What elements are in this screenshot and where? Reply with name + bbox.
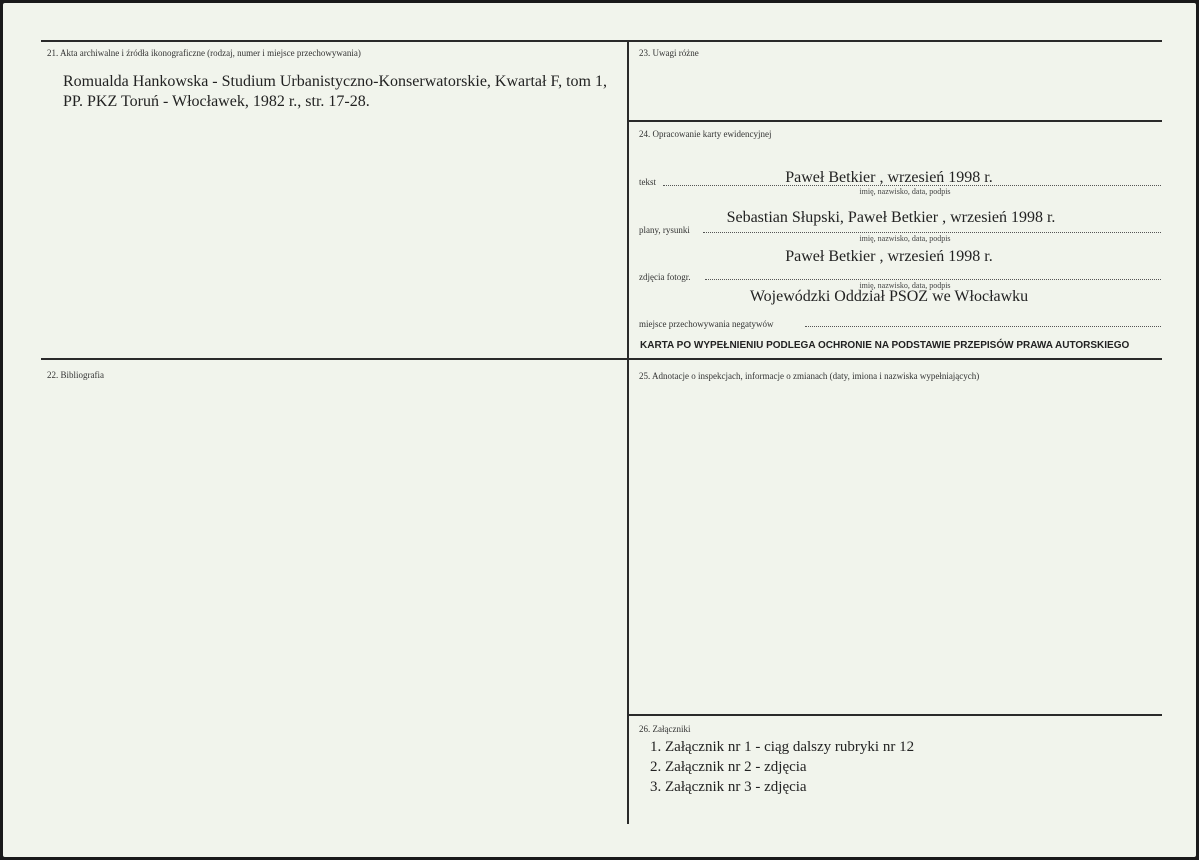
- section-23-label: 23. Uwagi różne: [639, 48, 699, 58]
- plany-label: plany, rysunki: [639, 225, 690, 235]
- tekst-caption: imię, nazwisko, data, podpis: [859, 187, 951, 196]
- plany-caption: imię, nazwisko, data, podpis: [859, 234, 951, 243]
- section-26-label: 26. Załączniki: [639, 724, 691, 734]
- top-rule: [41, 40, 1162, 42]
- zdjecia-caption: imię, nazwisko, data, podpis: [859, 281, 951, 290]
- attachment-2: 2. Załącznik nr 2 - zdjęcia: [650, 759, 807, 775]
- miejsce-value: Wojewódzki Oddział PSOZ we Włocławku: [749, 288, 1029, 305]
- copyright-notice: KARTA PO WYPEŁNIENIU PODLEGA OCHRONIE NA PODSTAWIE PRZEPISÓW PRAWA AUTORSKIEGO: [640, 340, 1130, 351]
- attachment-3: 3. Załącznik nr 3 - zdjęcia: [650, 779, 807, 795]
- attachment-1: 1. Załącznik nr 1 - ciąg dalszy rubryki nr 12: [650, 739, 915, 755]
- miejsce-line: [805, 326, 1161, 327]
- plany-line: [703, 232, 1161, 233]
- plany-value: Sebastian Słupski, Paweł Betkier , wrzesień 1998 r.: [726, 209, 1056, 226]
- section-21-line-1: Romualda Hankowska - Studium Urbanistyczno-Konserwatorskie, Kwartał F, tom 1,: [63, 73, 607, 90]
- section-21-label: 21. Akta archiwalne i źródła ikonograficzne (rodzaj, numer i miejsce przechowywania): [47, 48, 361, 58]
- section-21-line-2: PP. PKZ Toruń - Włocławek, 1982 r., str. 17-28.: [63, 93, 370, 110]
- rule-25-26: [629, 714, 1162, 716]
- section-24-label: 24. Opracowanie karty ewidencyjnej: [639, 129, 772, 139]
- section-25-label: 25. Adnotacje o inspekcjach, informacje o zmianach (daty, imiona i nazwiska wypełniających): [639, 371, 980, 381]
- tekst-value: Paweł Betkier , wrzesień 1998 r.: [785, 169, 993, 186]
- zdjecia-label: zdjęcia fotogr.: [639, 272, 691, 282]
- vertical-divider: [627, 40, 629, 824]
- section-22-label: 22. Bibliografia: [47, 370, 104, 380]
- miejsce-label: miejsce przechowywania negatywów: [639, 319, 774, 329]
- form-card-page: [3, 3, 1196, 857]
- zdjecia-line: [705, 279, 1161, 280]
- tekst-label: tekst: [639, 177, 656, 187]
- zdjecia-value: Paweł Betkier , wrzesień 1998 r.: [785, 248, 993, 265]
- middle-rule: [41, 358, 1162, 360]
- rule-23-24: [629, 120, 1162, 122]
